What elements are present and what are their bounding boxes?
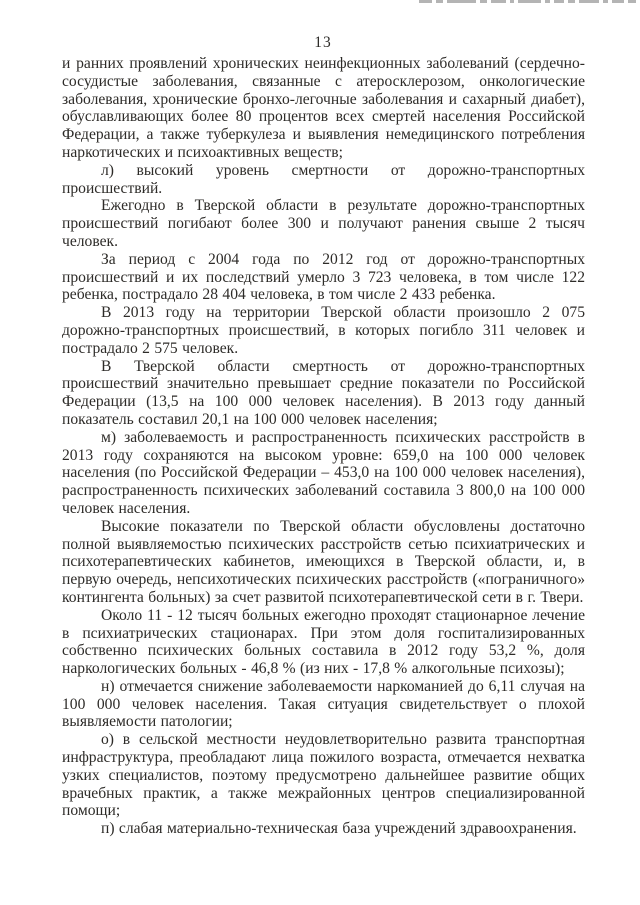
- page-number: 13: [314, 34, 332, 51]
- paragraph: В 2013 году на территории Тверской области произошло 2 075 дорожно-транспортных происшествий, в которых погибло 311 человек и пострадало 2 575 человек.: [62, 304, 585, 357]
- paragraph: В Тверской области смертность от дорожно-транспортных происшествий значительно превышает средние показатели по Российской Федерации (13,5 на 100 000 человек населения). В 2013 году данный показатель составил 20,1 на 100 000 человек населения;: [62, 357, 585, 428]
- paragraph: За период с 2004 года по 2012 год от дорожно-транспортных происшествий и их последствий умерло 3 723 человека, в том числе 122 ребенка, пострадало 28 404 человека, в том числе 2 433 ребенка.: [62, 250, 585, 304]
- dash-mark: [579, 0, 599, 3]
- paragraph: и ранних проявлений хронических неинфекционных заболеваний (сердечно-сосудистые заболевания, связанные с атеросклерозом, онкологические заболевания, хронические бронхо-легочные заболевания и сахарный диабет), обуславливающих более 80 процентов всех смертей населения Российской Федерации, а также туберкулеза и выявления немедицинского потребления наркотических и психоактивных веществ;: [62, 55, 585, 161]
- dash-mark: [480, 0, 487, 3]
- dash-mark: [554, 0, 564, 3]
- dash-mark: [510, 0, 514, 3]
- dash-mark: [628, 0, 636, 3]
- document-body: [62, 55, 585, 838]
- paragraph: Высокие показатели по Тверской области обусловлены достаточно полной выявляемостью психических расстройств сетью психиатрических и психотерапевтических кабинетов, имеющихся в Тверской области, и, в первую очередь, непсихотических психических расстройств («пограничного» контингента больных) за счет развитой психотерапевтической сети в г. Твери.: [62, 517, 585, 606]
- paragraph: н) отмечается снижение заболеваемости наркоманией до 6,11 случая на 100 000 человек населения. Такая ситуация свидетельствует о плохой выявляемости патологии;: [62, 677, 585, 731]
- dash-mark: [603, 0, 608, 3]
- dash-mark: [491, 0, 506, 3]
- dash-mark: [568, 0, 575, 3]
- scan-artifact-dashes: [419, 0, 636, 3]
- dash-mark: [612, 0, 624, 3]
- dash-mark: [518, 0, 541, 3]
- dash-mark: [447, 0, 476, 3]
- paragraph: Ежегодно в Тверской области в результате дорожно-транспортных происшествий погибают более 300 и получают ранения свыше 2 тысяч человек.: [62, 197, 585, 250]
- dash-mark: [436, 0, 443, 3]
- paragraph: Около 11 - 12 тысяч больных ежегодно проходят стационарное лечение в психиатрических стационарах. При этом доля госпитализированных собственно психических больных составила в 2012 году 53,2 %, доля наркологических больных - 46,8 % (из них - 17,8 % алкогольные психозы);: [62, 606, 585, 678]
- paragraph: м) заболеваемость и распространенность психических расстройств в 2013 году сохраняются на высоком уровне: 659,0 на 100 000 человек населения (по Российской Федерации – 453,0 на 100 000 человек населения), распространенность психических заболеваний составила 3 800,0 на 100 000 человек населения.: [62, 428, 585, 517]
- paragraph: л) высокий уровень смертности от дорожно-транспортных происшествий.: [62, 161, 585, 197]
- dash-mark: [419, 0, 432, 3]
- dash-mark: [545, 0, 550, 3]
- paragraph: п) слабая материально-техническая база учреждений здравоохранения.: [101, 820, 577, 838]
- paragraph: о) в сельской местности неудовлетворительно развита транспортная инфраструктура, преобладают лица пожилого возраста, отмечается нехватка узких специалистов, поэтому предусмотрено дальнейшее развитие общих врачебных практик, а также межрайонных центров специализированной помощи;: [62, 731, 585, 820]
